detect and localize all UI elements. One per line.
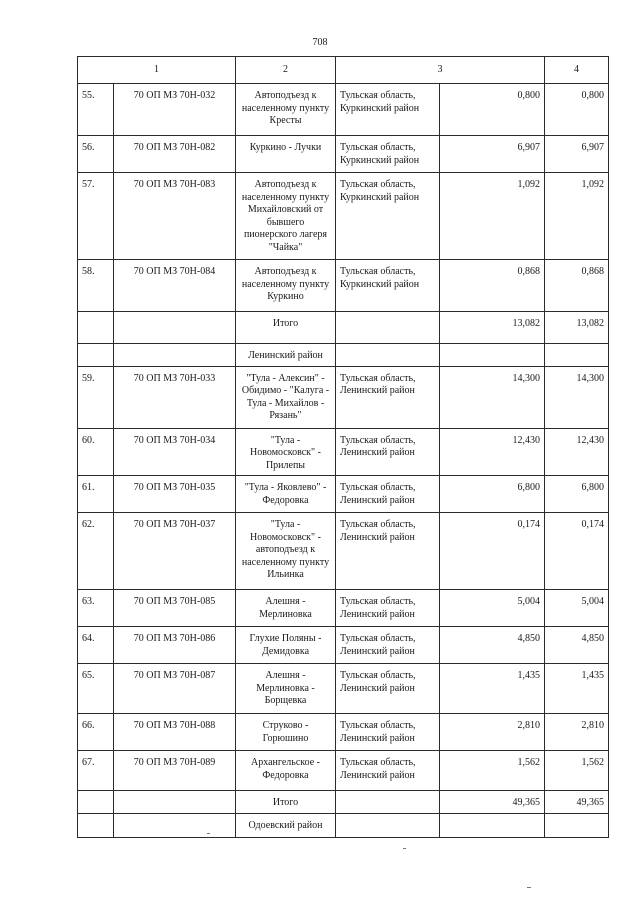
total-label: Итого bbox=[236, 791, 336, 814]
length-value: 5,004 bbox=[440, 590, 545, 627]
total-value-2: 13,082 bbox=[545, 312, 609, 344]
road-region: Тульская область, Куркинский район bbox=[336, 260, 440, 312]
road-code: 70 ОП МЗ 70Н-083 bbox=[114, 173, 236, 260]
length-value-total: 12,430 bbox=[545, 428, 609, 476]
empty-cell bbox=[114, 312, 236, 344]
empty-cell bbox=[336, 791, 440, 814]
length-value: 6,800 bbox=[440, 476, 545, 513]
total-value: 49,365 bbox=[440, 791, 545, 814]
total-row bbox=[78, 312, 609, 344]
length-value-total: 0,800 bbox=[545, 84, 609, 136]
row-number: 65. bbox=[78, 664, 114, 714]
road-region: Тульская область, Ленинский район bbox=[336, 664, 440, 714]
length-value: 0,868 bbox=[440, 260, 545, 312]
length-value: 2,810 bbox=[440, 714, 545, 751]
road-region: Тульская область, Ленинский район bbox=[336, 751, 440, 791]
row-number: 56. bbox=[78, 136, 114, 173]
row-number: 59. bbox=[78, 366, 114, 428]
total-label: Итого bbox=[236, 312, 336, 344]
road-code: 70 ОП МЗ 70Н-086 bbox=[114, 627, 236, 664]
length-value: 6,907 bbox=[440, 136, 545, 173]
road-region: Тульская область, Ленинский район bbox=[336, 428, 440, 476]
header-col-1: 1 bbox=[78, 57, 236, 84]
header-col-3: 3 bbox=[336, 57, 545, 84]
row-number: 61. bbox=[78, 476, 114, 513]
length-value-total: 1,562 bbox=[545, 751, 609, 791]
road-code: 70 ОП МЗ 70Н-084 bbox=[114, 260, 236, 312]
road-name: Автоподъезд к населенному пункту Кресты bbox=[236, 84, 336, 136]
road-region: Тульская область, Ленинский район bbox=[336, 513, 440, 590]
length-value: 1,092 bbox=[440, 173, 545, 260]
roads-table bbox=[77, 56, 609, 838]
length-value-total: 0,174 bbox=[545, 513, 609, 590]
total-value: 13,082 bbox=[440, 312, 545, 344]
road-name: "Тула - Алексин" - Обидимо - "Калуга - Тула - Михайлов - Рязань" bbox=[236, 366, 336, 428]
table-row bbox=[78, 476, 609, 513]
road-name: Автоподъезд к населенному пункту Куркино bbox=[236, 260, 336, 312]
empty-cell bbox=[440, 813, 545, 837]
road-name: "Тула - Новомосковск" - автоподъезд к населенному пункту Ильинка bbox=[236, 513, 336, 590]
table-row bbox=[78, 428, 609, 476]
road-code: 70 ОП МЗ 70Н-035 bbox=[114, 476, 236, 513]
scan-mark bbox=[527, 887, 531, 888]
table-row bbox=[78, 714, 609, 751]
empty-cell bbox=[336, 344, 440, 367]
empty-cell bbox=[336, 813, 440, 837]
total-value-2: 49,365 bbox=[545, 791, 609, 814]
empty-cell bbox=[545, 813, 609, 837]
length-value: 0,800 bbox=[440, 84, 545, 136]
length-value: 1,435 bbox=[440, 664, 545, 714]
road-code: 70 ОП МЗ 70Н-037 bbox=[114, 513, 236, 590]
road-region: Тульская область, Ленинский район bbox=[336, 627, 440, 664]
table-row bbox=[78, 664, 609, 714]
empty-cell bbox=[545, 344, 609, 367]
empty-cell bbox=[440, 344, 545, 367]
road-name: Алешня - Мерлиновка bbox=[236, 590, 336, 627]
road-name: "Тула - Яковлево" - Федоровка bbox=[236, 476, 336, 513]
road-code: 70 ОП МЗ 70Н-089 bbox=[114, 751, 236, 791]
road-name: Глухие Поляны - Демидовка bbox=[236, 627, 336, 664]
table-row bbox=[78, 366, 609, 428]
table-body bbox=[78, 57, 609, 838]
length-value-total: 5,004 bbox=[545, 590, 609, 627]
road-region: Тульская область, Куркинский район bbox=[336, 84, 440, 136]
length-value-total: 14,300 bbox=[545, 366, 609, 428]
length-value-total: 2,810 bbox=[545, 714, 609, 751]
length-value: 4,850 bbox=[440, 627, 545, 664]
length-value-total: 1,092 bbox=[545, 173, 609, 260]
empty-cell bbox=[78, 344, 114, 367]
table-row bbox=[78, 513, 609, 590]
length-value-total: 6,800 bbox=[545, 476, 609, 513]
road-name: Алешня - Мерлиновка - Борщевка bbox=[236, 664, 336, 714]
row-number: 64. bbox=[78, 627, 114, 664]
table-header-row bbox=[78, 57, 609, 84]
road-code: 70 ОП МЗ 70Н-085 bbox=[114, 590, 236, 627]
road-region: Тульская область, Ленинский район bbox=[336, 714, 440, 751]
road-code: 70 ОП МЗ 70Н-088 bbox=[114, 714, 236, 751]
length-value: 0,174 bbox=[440, 513, 545, 590]
road-code: 70 ОП МЗ 70Н-034 bbox=[114, 428, 236, 476]
row-number: 55. bbox=[78, 84, 114, 136]
empty-cell bbox=[114, 813, 236, 837]
road-name: Архангельское - Федоровка bbox=[236, 751, 336, 791]
row-number: 62. bbox=[78, 513, 114, 590]
length-value: 14,300 bbox=[440, 366, 545, 428]
section-row bbox=[78, 813, 609, 837]
total-row bbox=[78, 791, 609, 814]
road-code: 70 ОП МЗ 70Н-033 bbox=[114, 366, 236, 428]
table-row bbox=[78, 84, 609, 136]
table-row bbox=[78, 260, 609, 312]
empty-cell bbox=[336, 312, 440, 344]
road-region: Тульская область, Ленинский район bbox=[336, 476, 440, 513]
length-value: 1,562 bbox=[440, 751, 545, 791]
road-name: Куркино - Лучки bbox=[236, 136, 336, 173]
page-number: 708 bbox=[312, 37, 328, 48]
section-title: Ленинский район bbox=[236, 344, 336, 367]
road-name: "Тула - Новомосковск" - Прилепы bbox=[236, 428, 336, 476]
road-code: 70 ОП МЗ 70Н-082 bbox=[114, 136, 236, 173]
empty-cell bbox=[78, 791, 114, 814]
section-row bbox=[78, 344, 609, 367]
empty-cell bbox=[78, 813, 114, 837]
empty-cell bbox=[114, 344, 236, 367]
road-region: Тульская область, Куркинский район bbox=[336, 173, 440, 260]
row-number: 67. bbox=[78, 751, 114, 791]
row-number: 66. bbox=[78, 714, 114, 751]
road-region: Тульская область, Ленинский район bbox=[336, 366, 440, 428]
scan-mark bbox=[207, 833, 210, 834]
section-title: Одоевский район bbox=[236, 813, 336, 837]
header-col-2: 2 bbox=[236, 57, 336, 84]
table-row bbox=[78, 627, 609, 664]
length-value-total: 0,868 bbox=[545, 260, 609, 312]
header-col-4: 4 bbox=[545, 57, 609, 84]
row-number: 60. bbox=[78, 428, 114, 476]
table-row bbox=[78, 173, 609, 260]
length-value-total: 4,850 bbox=[545, 627, 609, 664]
empty-cell bbox=[78, 312, 114, 344]
length-value: 12,430 bbox=[440, 428, 545, 476]
length-value-total: 1,435 bbox=[545, 664, 609, 714]
road-code: 70 ОП МЗ 70Н-032 bbox=[114, 84, 236, 136]
row-number: 57. bbox=[78, 173, 114, 260]
empty-cell bbox=[114, 791, 236, 814]
road-name: Струково - Горюшино bbox=[236, 714, 336, 751]
table-row bbox=[78, 136, 609, 173]
scan-mark bbox=[403, 848, 406, 849]
road-region: Тульская область, Ленинский район bbox=[336, 590, 440, 627]
row-number: 58. bbox=[78, 260, 114, 312]
road-name: Автоподъезд к населенному пункту Михайловский от бывшего пионерского лагеря "Чайка" bbox=[236, 173, 336, 260]
length-value-total: 6,907 bbox=[545, 136, 609, 173]
table-row bbox=[78, 590, 609, 627]
road-code: 70 ОП МЗ 70Н-087 bbox=[114, 664, 236, 714]
road-region: Тульская область, Куркинский район bbox=[336, 136, 440, 173]
row-number: 63. bbox=[78, 590, 114, 627]
table-row bbox=[78, 751, 609, 791]
